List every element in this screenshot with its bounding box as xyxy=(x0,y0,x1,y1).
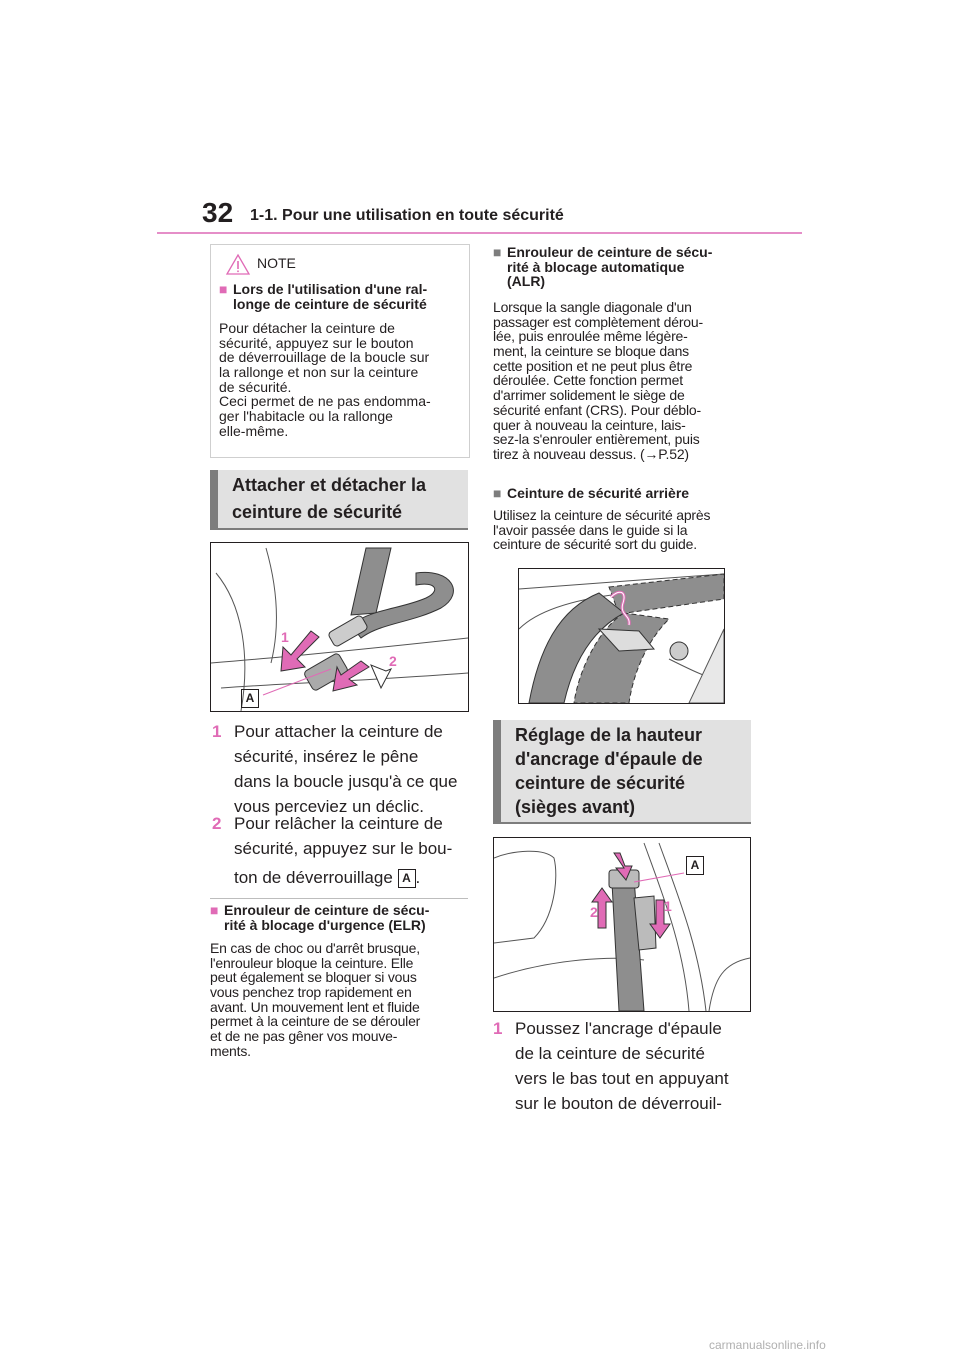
elr-body-line: peut également se bloquer si vous xyxy=(210,969,417,986)
square-bullet-icon: ■ xyxy=(493,485,502,501)
step-text-line: Poussez l'ancrage d'épaule xyxy=(515,1019,722,1038)
step-number: 1 xyxy=(212,722,222,741)
alr-body-line: sécurité enfant (CRS). Pour déblo- xyxy=(493,401,701,418)
step-text-end: . xyxy=(415,868,421,887)
note-body-line: de sécurité. xyxy=(219,378,292,395)
figure-buckle xyxy=(210,542,469,712)
step-text-line: vous perceviez un déclic. xyxy=(234,797,424,816)
rear-heading xyxy=(493,486,755,501)
note-box xyxy=(210,244,470,458)
elr-heading-line: Enrouleur de ceinture de sécu- xyxy=(224,902,430,918)
alr-heading xyxy=(493,245,755,289)
elr-body-line: ments. xyxy=(210,1042,251,1059)
note-body-line: la rallonge et non sur la ceinture xyxy=(219,364,419,381)
note-body-line: elle-même. xyxy=(219,422,289,439)
figure-label-2: 2 xyxy=(389,653,397,669)
alr-body-line: passager est complètement dérou- xyxy=(493,313,703,330)
alr-body-line: d'arrimer solidement le siège de xyxy=(493,387,685,404)
step-1-attach xyxy=(212,719,472,819)
elr-body-line: En cas de choc ou d'arrêt brusque, xyxy=(210,940,420,956)
step-text-fragment: ton de déverrouillage xyxy=(234,868,393,887)
step-text-line: vers le bas tout en appuyant xyxy=(515,1069,729,1088)
step-text-line: Pour relâcher la ceinture de xyxy=(234,814,443,833)
alr-body-line: tirez à nouveau dessus. (→P.52) xyxy=(493,445,689,462)
elr-body-line: l'enrouleur bloque la ceinture. Elle xyxy=(210,954,414,971)
alr-heading-line: Enrouleur de ceinture de sécu- xyxy=(507,244,713,260)
rear-body-line: ceinture de sécurité sort du guide. xyxy=(493,536,697,553)
step-number: 2 xyxy=(212,814,222,833)
figure-label-a: A xyxy=(686,856,704,875)
figure-rear-belt xyxy=(518,568,725,704)
elr-body-line: et de ne pas gêner vos mouve- xyxy=(210,1028,398,1045)
rear-heading-text: Ceinture de sécurité arrière xyxy=(507,485,690,501)
section-heading-attach xyxy=(210,470,468,528)
elr-body-line: vous penchez trop rapidement en xyxy=(210,984,412,1001)
elr-heading-line: rité à blocage d'urgence (ELR) xyxy=(224,916,426,933)
alr-heading-line: (ALR) xyxy=(507,273,546,290)
elr-body-line: permet à la ceinture de se dérouler xyxy=(210,1013,421,1030)
square-bullet-icon: ■ xyxy=(210,902,219,918)
warning-triangle-icon xyxy=(225,253,251,277)
section-title-line: ceinture de sécurité xyxy=(515,773,686,793)
buckle-illustration xyxy=(211,543,468,711)
step-2-release xyxy=(212,811,472,891)
step-text-line: dans la boucle jusqu'à ce que xyxy=(234,772,458,791)
figure-shoulder-anchor xyxy=(493,837,751,1012)
step-number: 1 xyxy=(493,1019,503,1038)
rear-belt-illustration xyxy=(519,569,724,703)
note-body xyxy=(219,321,467,439)
note-body-line: Ceci permet de ne pas endomma- xyxy=(219,393,431,410)
page-number: 32 xyxy=(202,197,234,228)
alr-body-line: ment, la ceinture se bloque dans xyxy=(493,343,689,360)
note-heading xyxy=(219,282,427,311)
note-body-line: de déverrouillage de la boucle sur xyxy=(219,349,430,366)
step-1-push-anchor xyxy=(493,1016,753,1116)
step-text-line: de la ceinture de sécurité xyxy=(515,1044,705,1063)
divider xyxy=(210,898,468,899)
step-text xyxy=(234,811,452,890)
watermark: carmanualsonline.info xyxy=(709,1338,826,1352)
alr-body-line: quer à nouveau la ceinture, lais- xyxy=(493,416,686,433)
section-heading-anchor-height xyxy=(493,720,751,822)
alr-body-line: cette position et ne peut plus être xyxy=(493,357,693,374)
note-heading-line: longe de ceinture de sécurité xyxy=(233,295,427,312)
section-title-line: Attacher et détacher la xyxy=(232,475,427,495)
note-body-line: Pour détacher la ceinture de xyxy=(219,320,395,336)
section-title-line: d'ancrage d'épaule de xyxy=(515,749,703,769)
note-heading-line: Lors de l'utilisation d'une ral- xyxy=(233,281,428,297)
alr-body-line: Lorsque la sangle diagonale d'un xyxy=(493,299,692,315)
figure-label-2: 2 xyxy=(590,904,598,920)
step-text-line: sécurité, appuyez sur le bou- xyxy=(234,839,453,858)
alr-body xyxy=(493,300,755,462)
step-text xyxy=(234,719,457,819)
note-body-line: sécurité, appuyez sur le bouton xyxy=(219,334,414,351)
rear-body-line: l'avoir passée dans le guide si la xyxy=(493,521,688,538)
step-text xyxy=(515,1016,729,1116)
section-title-line: ceinture de sécurité xyxy=(232,502,403,522)
elr-body-line: avant. Un mouvement lent et fluide xyxy=(210,998,420,1015)
square-bullet-icon: ■ xyxy=(219,281,228,297)
figure-label-1: 1 xyxy=(664,898,672,914)
figure-label-a: A xyxy=(241,689,259,708)
section-title-line: (sièges avant) xyxy=(515,797,636,817)
step-text-line: sécurité, insérez le pêne xyxy=(234,747,419,766)
shoulder-anchor-illustration xyxy=(494,838,750,1011)
section-rule xyxy=(493,822,751,824)
label-box-a: A xyxy=(398,869,416,888)
rear-body xyxy=(493,508,755,552)
elr-body xyxy=(210,941,472,1059)
step-text-line xyxy=(234,865,452,890)
chapter-title: 1-1. Pour une utilisation en toute sécurité xyxy=(250,207,564,224)
step-text-line: Pour attacher la ceinture de xyxy=(234,722,443,741)
square-bullet-icon: ■ xyxy=(493,244,502,260)
alr-heading-line: rité à blocage automatique xyxy=(507,258,685,275)
section-rule xyxy=(210,528,468,530)
note-label: NOTE xyxy=(257,255,296,271)
section-title-line: Réglage de la hauteur xyxy=(515,725,703,745)
alr-body-line: déroulée. Cette fonction permet xyxy=(493,372,683,389)
alr-body-line: lée, puis enroulée même légère- xyxy=(493,328,688,345)
note-body-line: ger l'habitacle ou la rallonge xyxy=(219,408,393,425)
header-rule xyxy=(157,232,802,234)
figure-label-1: 1 xyxy=(281,629,289,645)
step-text-line: sur le bouton de déverrouil- xyxy=(515,1094,722,1113)
alr-body-line: sez-la s'enrouler entièrement, puis xyxy=(493,431,700,448)
rear-body-line: Utilisez la ceinture de sécurité après xyxy=(493,507,711,523)
elr-heading xyxy=(210,903,472,932)
